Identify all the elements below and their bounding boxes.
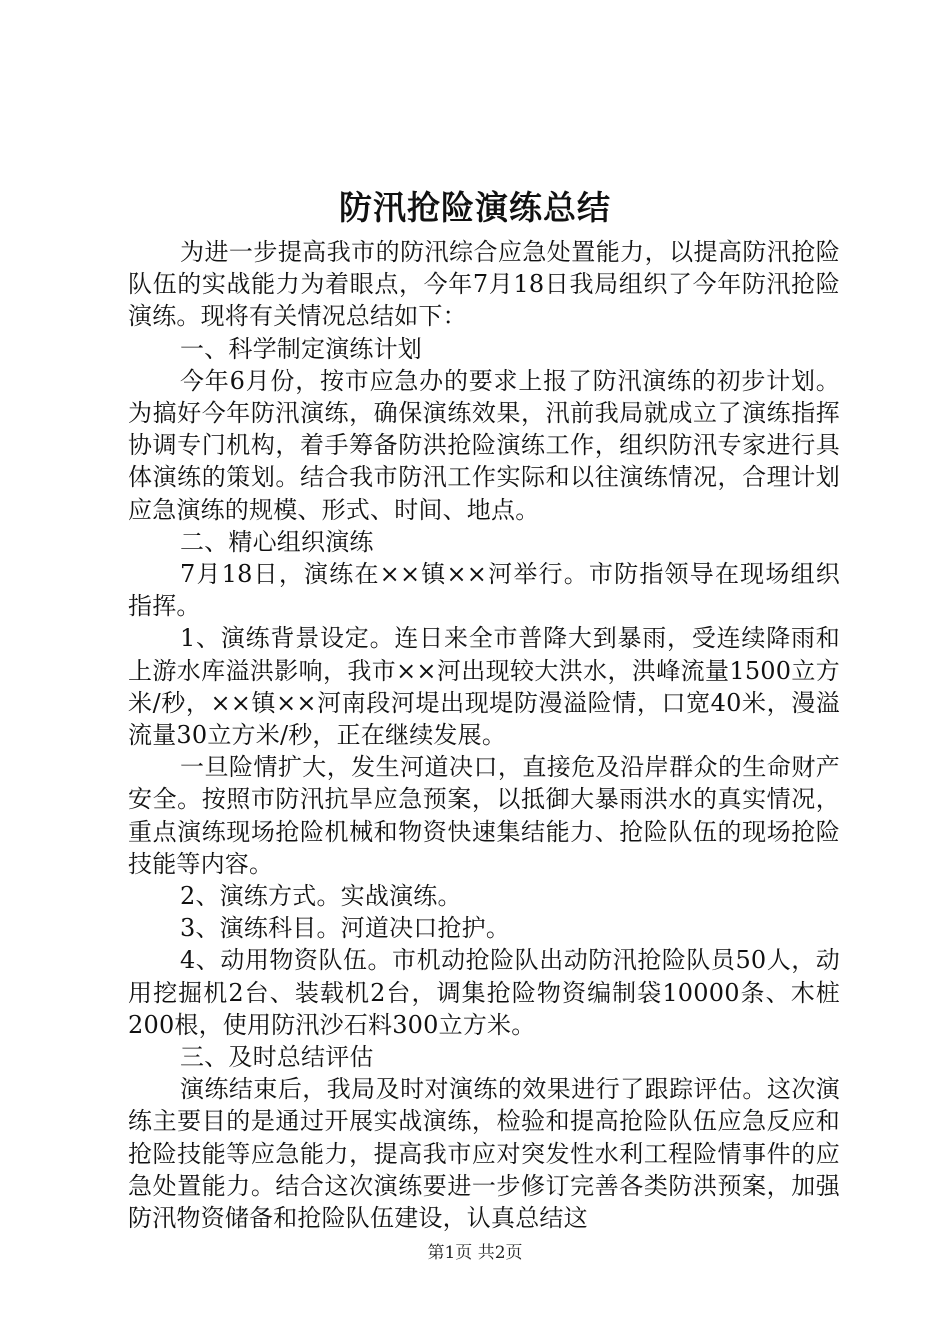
- paragraph: 4、动用物资队伍。市机动抢险队出动防汛抢险队员50人，动用挖掘机2台、装载机2台，调集抢险物资编制袋10000条、木桩200根，使用防汛沙石料300立方米。: [128, 946, 840, 1039]
- paragraph: 一旦险情扩大，发生河道决口，直接危及沿岸群众的生命财产安全。按照市防汛抗旱应急预案，以抵御大暴雨洪水的真实情况，重点演练现场抢险机械和物资快速集结能力、抢险队伍的现场抢险技能等内容。: [128, 753, 840, 878]
- paragraph: 3、演练科目。河道决口抢护。: [180, 914, 511, 943]
- section-heading-3: 三、及时总结评估: [180, 1043, 374, 1072]
- paragraph: 1、演练背景设定。连日来全市普降大到暴雨，受连续降雨和上游水库溢洪影响，我市××河出现较大洪水，洪峰流量1500立方米/秒，××镇××河南段河堤出现堤防漫溢险情，口宽40米，漫溢流量30立方米/秒，正在继续发展。: [128, 624, 840, 750]
- intro-paragraph: 为进一步提高我市的防汛综合应急处置能力，以提高防汛抢险队伍的实战能力为着眼点，今年7月18日我局组织了今年防汛抢险演练。现将有关情况总结如下：: [128, 238, 840, 331]
- paragraph: 今年6月份，按市应急办的要求上报了防汛演练的初步计划。为搞好今年防汛演练，确保演练效果，汛前我局就成立了演练指挥协调专门机构，着手筹备防洪抢险演练工作，组织防汛专家进行具体演练的策划。结合我市防汛工作实际和以往演练情况，合理计划应急演练的规模、形式、时间、地点。: [128, 366, 840, 524]
- page-footer: 第1页 共2页: [427, 1243, 523, 1263]
- section-heading-1: 一、科学制定演练计划: [180, 334, 422, 363]
- section-heading-2: 二、精心组织演练: [180, 527, 374, 556]
- paragraph: 2、演练方式。实战演练。: [180, 882, 462, 911]
- document-body: [128, 236, 840, 1234]
- paragraph: 7月18日，演练在××镇××河举行。市防指领导在现场组织指挥。: [128, 560, 840, 621]
- document-title: 防汛抢险演练总结: [339, 188, 611, 227]
- paragraph: 演练结束后，我局及时对演练的效果进行了跟踪评估。这次演练主要目的是通过开展实战演练，检验和提高抢险队伍应急反应和抢险技能等应急能力，提高我市应对突发性水利工程险情事件的应急处置能力。结合这次演练要进一步修订完善各类防洪预案，加强防汛物资储备和抢险队伍建设，认真总结这: [128, 1075, 840, 1233]
